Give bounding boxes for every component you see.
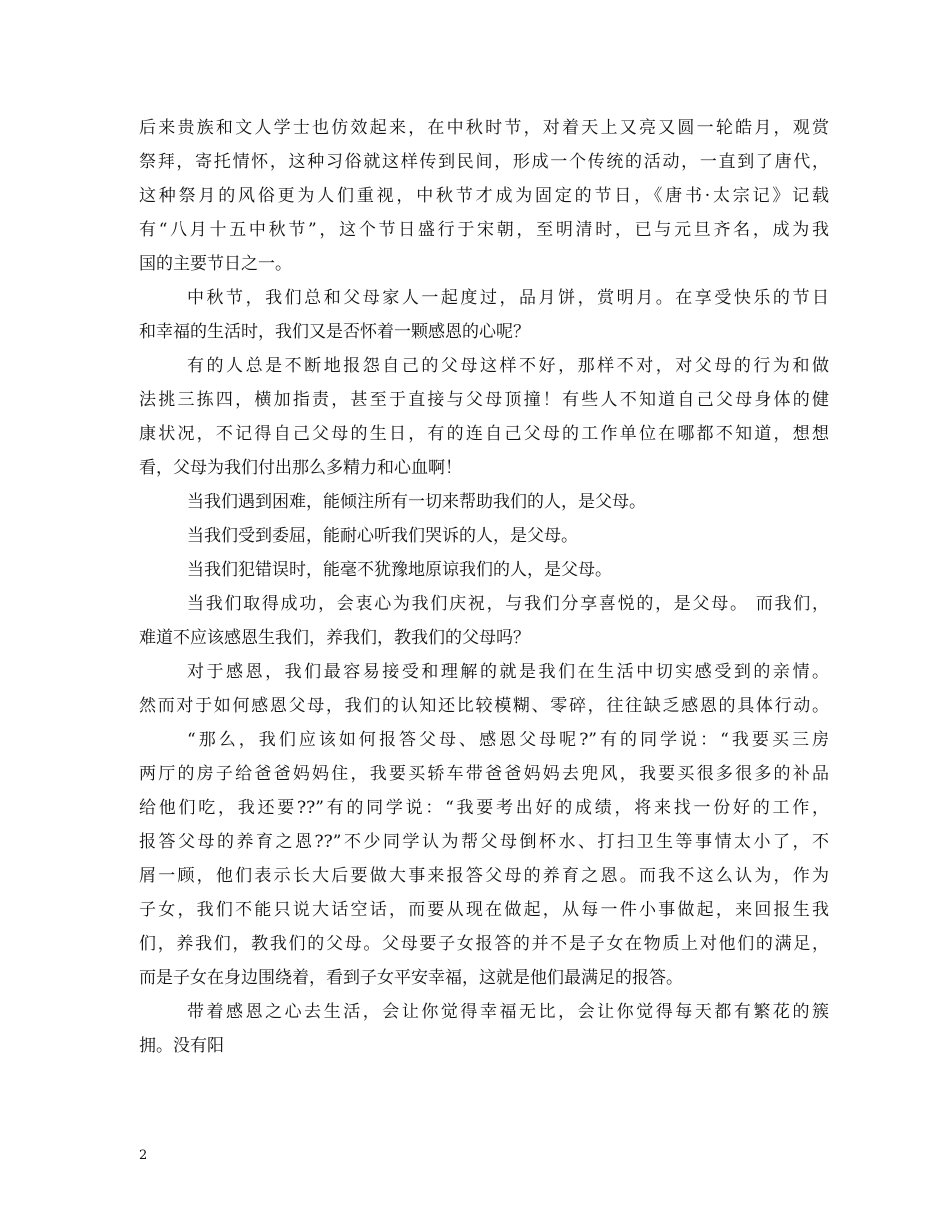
text-line: 当我们遇到困难，能倾注所有一切来帮助我们的人，是父母。: [187, 492, 646, 512]
text-line: 有“八月十五中秋节”，这个节日盛行于宋朝，至明清时，已与元旦齐名，成为我: [139, 220, 829, 240]
text-line: 然而对于如何感恩父母，我们的认知还比较模糊、零碎，往往缺乏感恩的具体行动。: [139, 696, 829, 716]
text-line: 拥。没有阳: [139, 1036, 224, 1056]
text-line: 当我们受到委屈，能耐心听我们哭诉的人，是父母。: [187, 526, 578, 546]
text-line: 法挑三拣四，横加指责，甚至于直接与父母顶撞！有些人不知道自己父母身体的健: [139, 390, 829, 410]
text-line: 看，父母为我们付出那么多精力和心血啊！: [139, 458, 462, 478]
text-line: 给他们吃，我还要??”有的同学说：“我要考出好的成绩，将来找一份好的工作，: [139, 798, 829, 818]
text-line: 而是子女在身边围绕着，看到子女平安幸福，这就是他们最满足的报答。: [139, 968, 683, 988]
text-line: 国的主要节日之一。: [139, 254, 292, 274]
text-line: 们，养我们，教我们的父母。父母要子女报答的并不是子女在物质上对他们的满足，: [139, 934, 829, 954]
text-line: 屑一顾，他们表示长大后要做大事来报答父母的养育之恩。而我不这么认为，作为: [139, 866, 829, 886]
text-line: 这种祭月的风俗更为人们重视，中秋节才成为固定的节日，《唐书·太宗记》记载: [139, 186, 829, 206]
text-line: 两厅的房子给爸爸妈妈住，我要买轿车带爸爸妈妈去兜风，我要买很多很多的补品: [139, 764, 829, 784]
text-line: 有的人总是不断地报怨自己的父母这样不好，那样不对，对父母的行为和做: [187, 356, 829, 376]
text-line: 后来贵族和文人学士也仿效起来，在中秋时节，对着天上又亮又圆一轮皓月，观赏: [139, 118, 829, 138]
text-line: 祭拜，寄托情怀，这种习俗就这样传到民间，形成一个传统的活动，一直到了唐代，: [139, 152, 829, 172]
text-line: 对于感恩，我们最容易接受和理解的就是我们在生活中切实感受到的亲情。: [187, 662, 829, 682]
text-line: 难道不应该感恩生我们，养我们，教我们的父母吗？: [139, 628, 530, 648]
text-line: “那么，我们应该如何报答父母、感恩父母呢?”有的同学说：“我要买三房: [187, 730, 829, 750]
text-line: 子女，我们不能只说大话空话，而要从现在做起，从每一件小事做起，来回报生我: [139, 900, 829, 920]
text-line: 报答父母的养育之恩??”不少同学认为帮父母倒杯水、打扫卫生等事情太小了，不: [139, 832, 829, 852]
text-line: 康状况，不记得自己父母的生日，有的连自己父母的工作单位在哪都不知道，想想: [139, 424, 829, 444]
text-line: 中秋节，我们总和父母家人一起度过，品月饼，赏明月。在享受快乐的节日: [187, 288, 829, 308]
text-line: 当我们犯错误时，能毫不犹豫地原谅我们的人，是父母。: [187, 560, 612, 580]
text-line: 和幸福的生活时，我们又是否怀着一颗感恩的心呢？: [139, 322, 530, 342]
text-line: 带着感恩之心去生活，会让你觉得幸福无比，会让你觉得每天都有繁花的簇: [187, 1002, 829, 1022]
page-number: 2: [139, 1148, 148, 1163]
text-line: 当我们取得成功，会衷心为我们庆祝，与我们分享喜悦的，是父母。 而我们，: [187, 594, 829, 614]
